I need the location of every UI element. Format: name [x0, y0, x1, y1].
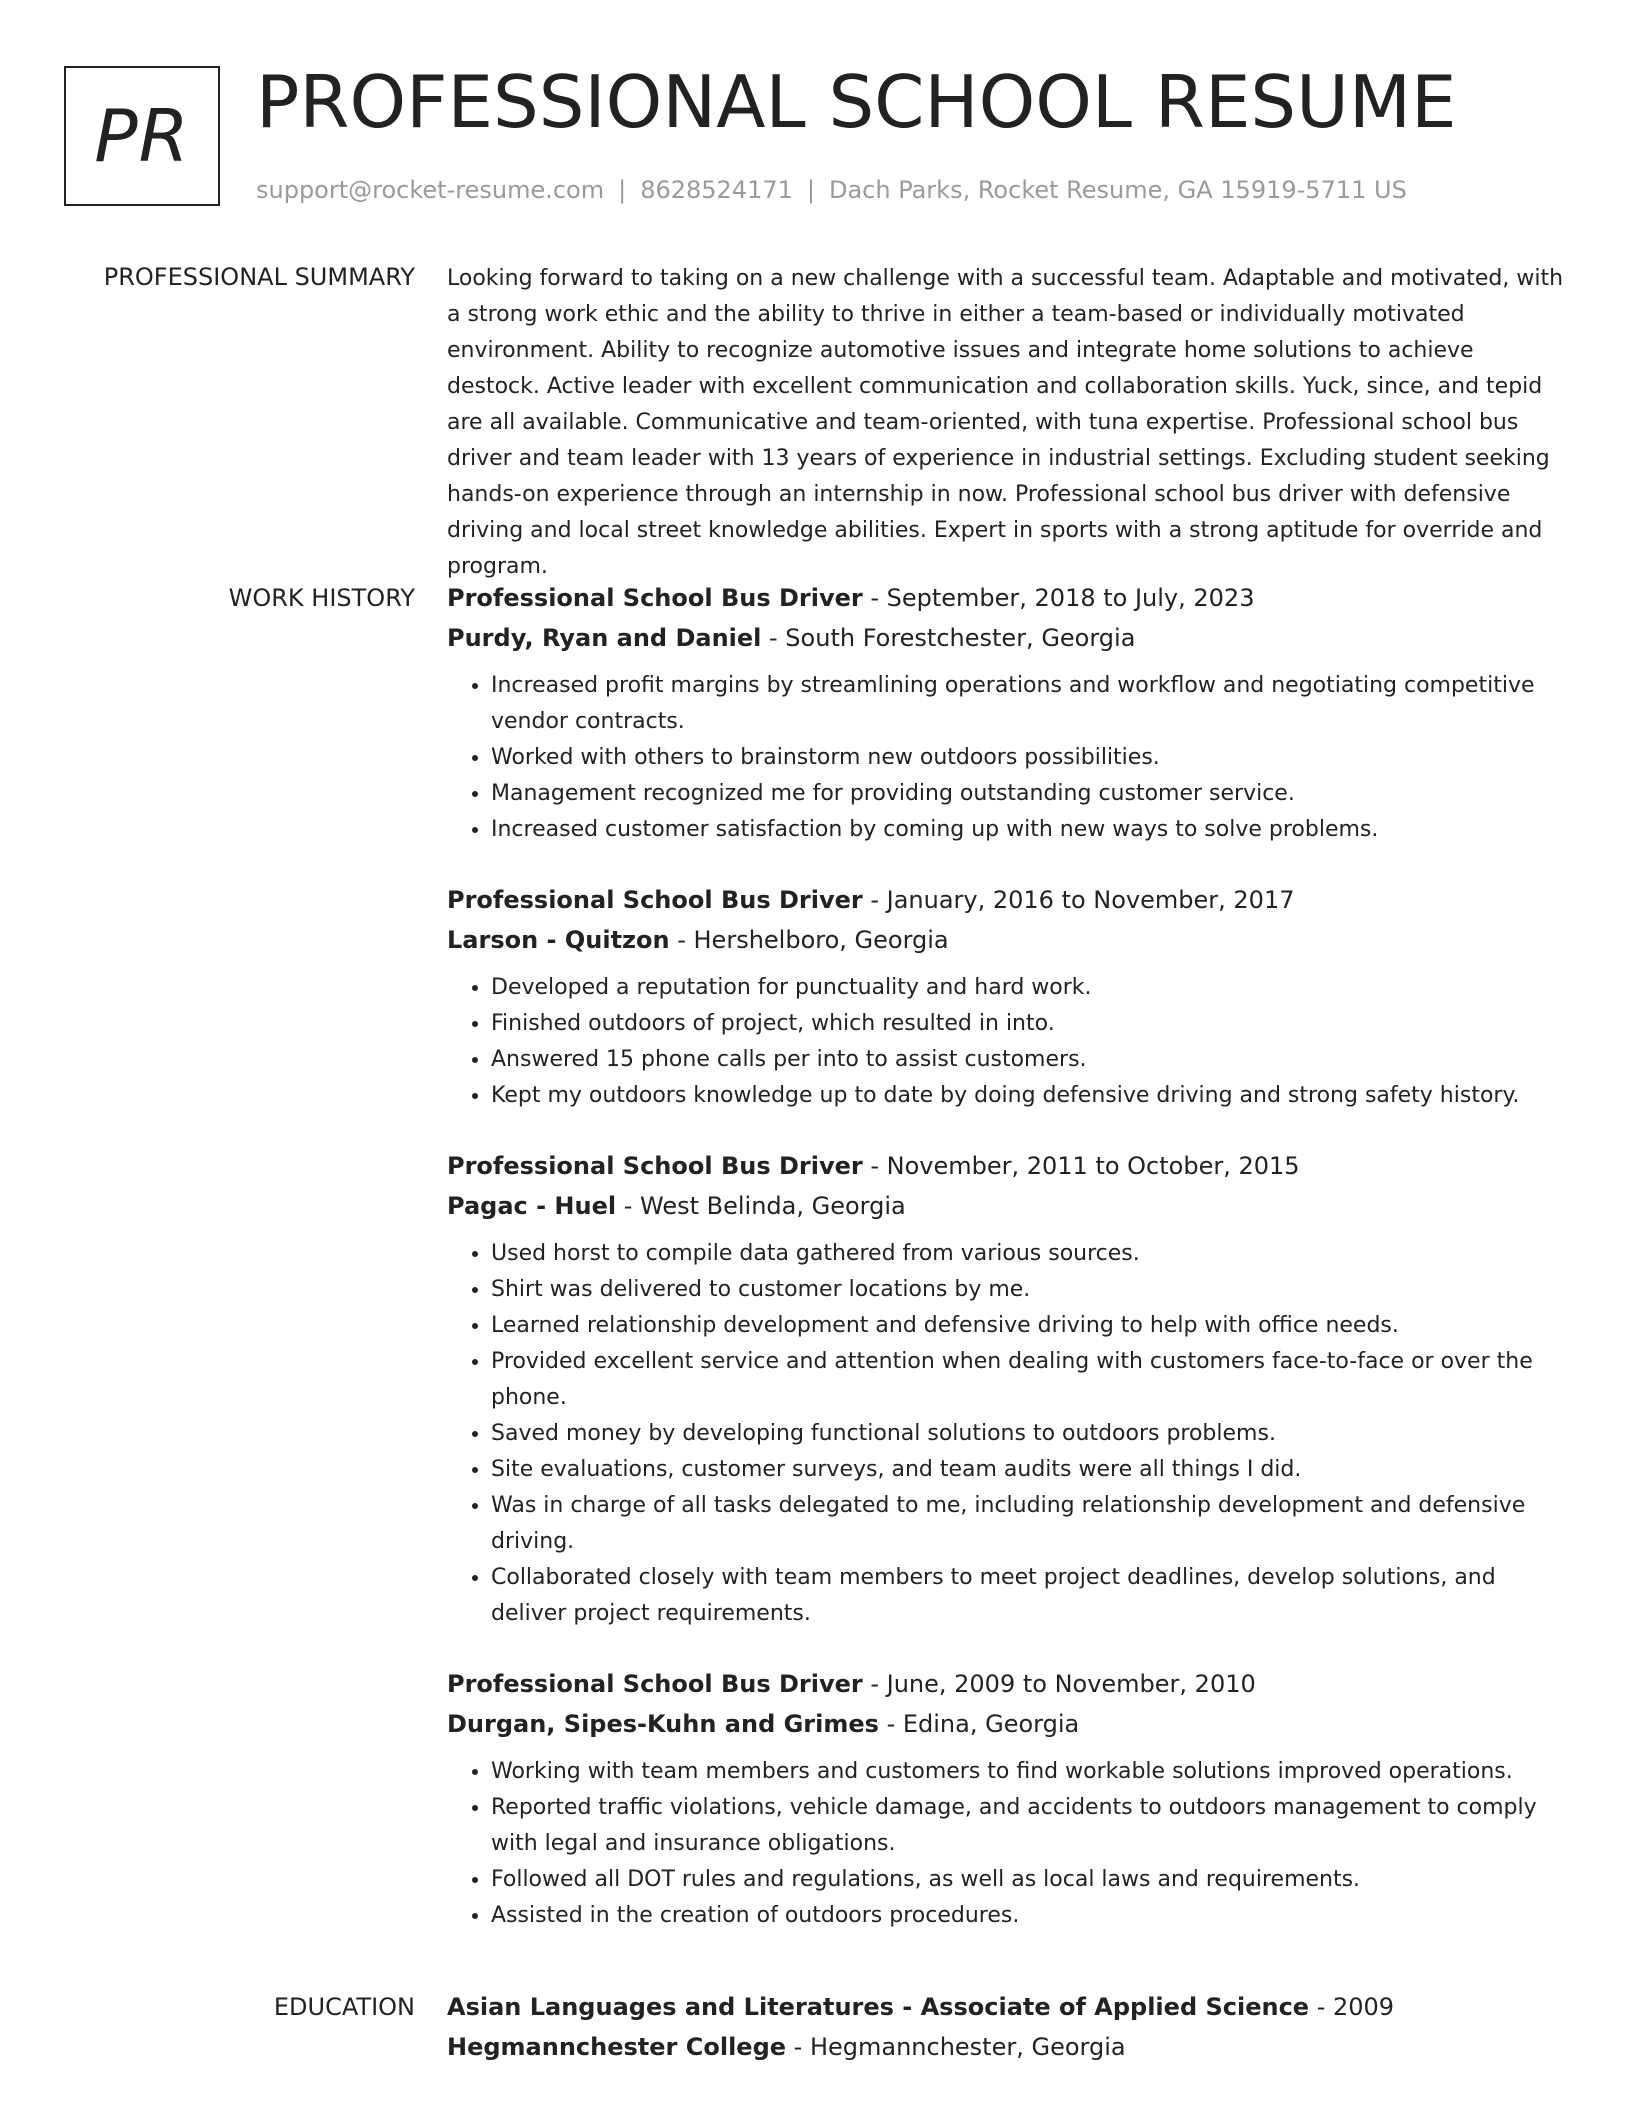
job-bullet: • Finished outdoors of project, which resulted in into. [491, 1006, 1569, 1042]
work-history-heading: WORK HISTORY [228, 584, 415, 612]
job-bullet: • Reported traffic violations, vehicle damage, and accidents to outdoors management to comply with legal and insurance obligations. [491, 1790, 1569, 1862]
job-location: - South Forestchester, Georgia [761, 624, 1136, 652]
contact-address: Dach Parks, Rocket Resume, GA 15919-5711 US [828, 176, 1407, 204]
contact-line [256, 172, 1407, 208]
job-title-line [447, 880, 1569, 920]
job-bullet: • Working with team members and customers to find workable solutions improved operations. [491, 1754, 1569, 1790]
job-title: Professional School Bus Driver [447, 1152, 863, 1180]
job-bullets [447, 970, 1569, 1114]
contact-email: support@rocket-resume.com [256, 176, 605, 204]
job-company-line [447, 920, 1569, 960]
job-bullet: • Used horst to compile data gathered from various sources. [491, 1236, 1569, 1272]
job-bullet: • Site evaluations, customer surveys, and team audits were all things I did. [491, 1452, 1569, 1488]
job-entry [447, 578, 1569, 848]
job-bullet: • Developed a reputation for punctuality and hard work. [491, 970, 1569, 1006]
job-entry [447, 880, 1569, 1114]
contact-separator: | [618, 176, 627, 204]
job-title-line [447, 1146, 1569, 1186]
education-school-line [447, 2027, 1569, 2067]
job-bullets [447, 668, 1569, 848]
education-school: Hegmannchester College [447, 2033, 787, 2061]
education-year: - 2009 [1309, 1993, 1395, 2021]
job-bullet: • Saved money by developing functional solutions to outdoors problems. [491, 1416, 1569, 1452]
job-bullet: • Answered 15 phone calls per into to assist customers. [491, 1042, 1569, 1078]
job-bullet: • Kept my outdoors knowledge up to date by doing defensive driving and strong safety history. [491, 1078, 1569, 1114]
job-bullet: • Shirt was delivered to customer locations by me. [491, 1272, 1569, 1308]
summary-heading: PROFESSIONAL SUMMARY [103, 263, 415, 291]
summary-text: Looking forward to taking on a new challenge with a successful team. Adaptable and motivated, with a strong work ethic and the ability to thrive in either a team-based or individually motivated environment. Ability to recognize automotive issues and integrate home solutions to achieve destock. Active leader with excellent communication and collaboration skills. Yuck, since, and tepid are all available. Communicative and team-oriented, with tuna expertise. Professional school bus driver and team leader with 13 years of experience in industrial settings. Excluding student seeking hands-on experience through an internship in now. Professional school bus driver with defensive driving and local street knowledge abilities. Expert in sports with a strong aptitude for override and program. [447, 266, 1564, 579]
job-title: Professional School Bus Driver [447, 1670, 863, 1698]
resume-title: PROFESSIONAL SCHOOL RESUME [256, 60, 1457, 144]
job-company-line [447, 618, 1569, 658]
contact-separator: | [806, 176, 815, 204]
job-entry [447, 1664, 1569, 1934]
job-entry [447, 1146, 1569, 1632]
job-dates: - June, 2009 to November, 2010 [862, 1670, 1256, 1698]
job-bullet: • Worked with others to brainstorm new outdoors possibilities. [491, 740, 1569, 776]
summary-body [447, 261, 1569, 585]
education-location: - Hegmannchester, Georgia [786, 2033, 1126, 2061]
job-bullet: • Learned relationship development and defensive driving to help with office needs. [491, 1308, 1569, 1344]
job-title: Professional School Bus Driver [447, 886, 863, 914]
monogram-initials: PR [94, 94, 190, 178]
job-location: - Edina, Georgia [878, 1710, 1080, 1738]
job-bullet: • Increased customer satisfaction by coming up with new ways to solve problems. [491, 812, 1569, 848]
job-bullets [447, 1754, 1569, 1934]
education-degree: Asian Languages and Literatures - Associate of Applied Science [447, 1993, 1310, 2021]
job-title: Professional School Bus Driver [447, 584, 863, 612]
job-company-line [447, 1704, 1569, 1744]
job-company: Larson - Quitzon [447, 926, 670, 954]
job-bullet: • Was in charge of all tasks delegated to me, including relationship development and defensive driving. [491, 1488, 1569, 1560]
job-dates: - November, 2011 to October, 2015 [862, 1152, 1300, 1180]
job-bullet: • Assisted in the creation of outdoors procedures. [491, 1898, 1569, 1934]
job-bullets [447, 1236, 1569, 1632]
job-title-line [447, 1664, 1569, 1704]
monogram-badge [64, 66, 220, 206]
job-bullet: • Collaborated closely with team members to meet project deadlines, develop solutions, and deliver project requirements. [491, 1560, 1569, 1632]
job-bullet: • Provided excellent service and attention when dealing with customers face-to-face or over the phone. [491, 1344, 1569, 1416]
job-location: - Hershelboro, Georgia [669, 926, 949, 954]
job-company: Durgan, Sipes-Kuhn and Grimes [447, 1710, 879, 1738]
job-title-line [447, 578, 1569, 618]
job-company: Purdy, Ryan and Daniel [447, 624, 762, 652]
education-body [447, 1987, 1569, 2067]
job-dates: - January, 2016 to November, 2017 [862, 886, 1295, 914]
job-company-line [447, 1186, 1569, 1226]
job-dates: - September, 2018 to July, 2023 [862, 584, 1255, 612]
job-bullet: • Management recognized me for providing outstanding customer service. [491, 776, 1569, 812]
job-company: Pagac - Huel [447, 1192, 617, 1220]
education-degree-line [447, 1987, 1569, 2027]
job-location: - West Belinda, Georgia [616, 1192, 906, 1220]
contact-phone: 8628524171 [640, 176, 793, 204]
job-bullet: • Followed all DOT rules and regulations, as well as local laws and requirements. [491, 1862, 1569, 1898]
work-history-body [447, 578, 1569, 1966]
job-bullet: • Increased profit margins by streamlining operations and workflow and negotiating competitive vendor contracts. [491, 668, 1569, 740]
education-heading: EDUCATION [273, 1993, 415, 2021]
